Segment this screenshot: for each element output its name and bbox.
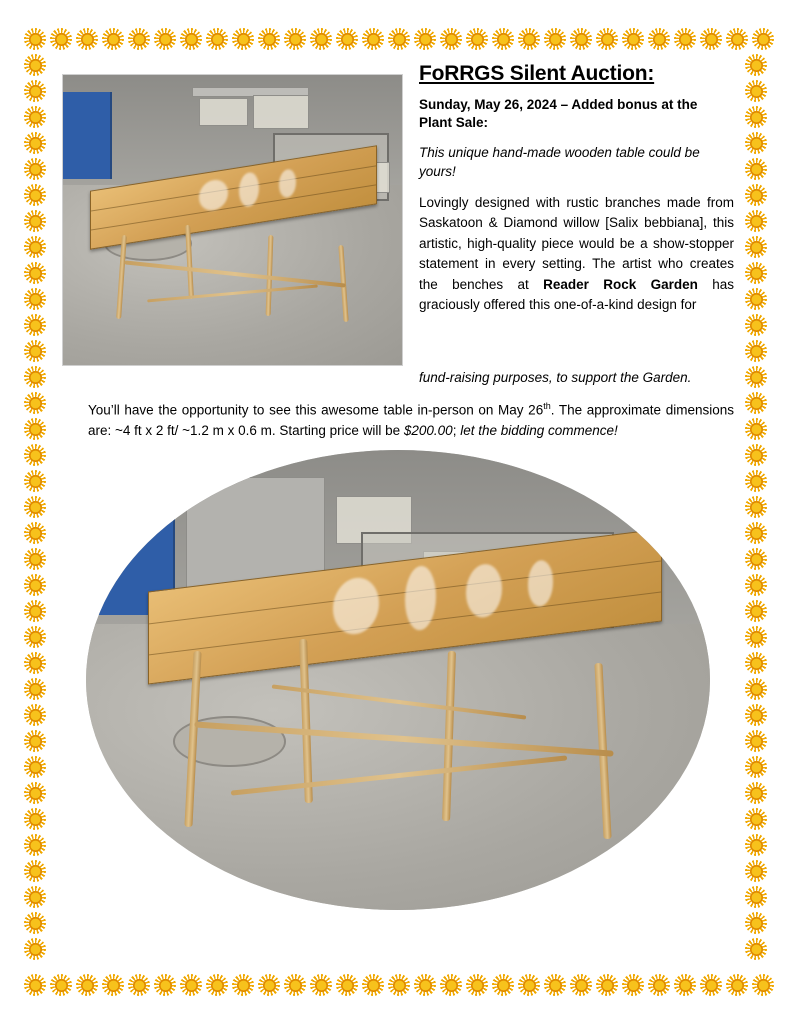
sun-icon — [22, 78, 48, 104]
sun-icon — [724, 26, 750, 52]
wooden-table-detail-view — [148, 560, 660, 864]
sun-icon — [743, 78, 769, 104]
sun-icon — [743, 416, 769, 442]
sun-icon — [74, 972, 100, 998]
wooden-table-top-view — [90, 168, 375, 336]
sun-icon — [743, 936, 769, 962]
sun-icon — [743, 910, 769, 936]
sun-icon — [22, 208, 48, 234]
sun-icon — [438, 26, 464, 52]
sun-icon — [743, 702, 769, 728]
starting-price: $200.00 — [403, 423, 453, 439]
headline-text-column — [417, 62, 734, 316]
sun-icon — [308, 26, 334, 52]
sun-icon — [386, 972, 412, 998]
sun-icon — [282, 26, 308, 52]
sun-icon — [100, 26, 126, 52]
sun-icon — [22, 156, 48, 182]
sun-icon — [22, 468, 48, 494]
sun-icon — [743, 52, 769, 78]
sun-icon — [750, 26, 776, 52]
sun-icon — [743, 598, 769, 624]
sun-icon — [672, 972, 698, 998]
storage-crate — [253, 95, 309, 129]
border-column-left — [22, 52, 48, 962]
date-superscript: th — [543, 400, 551, 411]
sun-icon — [743, 338, 769, 364]
sun-icon — [48, 26, 74, 52]
sun-icon — [22, 26, 48, 52]
sun-icon — [698, 26, 724, 52]
document-content — [62, 62, 734, 962]
sun-icon — [386, 26, 412, 52]
sun-icon — [256, 972, 282, 998]
sun-icon — [743, 312, 769, 338]
sun-icon — [743, 104, 769, 130]
sun-icon — [743, 442, 769, 468]
table-brace — [147, 285, 317, 303]
sun-icon — [22, 234, 48, 260]
sun-icon — [542, 972, 568, 998]
event-subtitle: Sunday, May 26, 2024 – Added bonus at the Plant Sale: — [419, 97, 698, 131]
sun-icon — [230, 972, 256, 998]
table-leg — [185, 225, 194, 299]
details-part-3: ; — [452, 423, 461, 439]
table-leg — [442, 651, 456, 821]
sun-icon — [22, 364, 48, 390]
sun-icon — [724, 972, 750, 998]
sun-icon — [22, 442, 48, 468]
description-paragraph — [417, 193, 734, 316]
table-photo-top — [62, 74, 403, 366]
sun-icon — [22, 972, 48, 998]
sun-icon — [22, 572, 48, 598]
sun-icon — [22, 650, 48, 676]
lead-paragraph: This unique hand-made wooden table could be yours! — [419, 145, 700, 179]
storage-crate — [199, 98, 248, 126]
sun-icon — [22, 598, 48, 624]
sun-icon — [22, 728, 48, 754]
sun-icon — [464, 26, 490, 52]
sun-icon — [594, 26, 620, 52]
sun-icon — [743, 364, 769, 390]
sun-icon — [743, 208, 769, 234]
sun-icon — [360, 26, 386, 52]
details-paragraph — [88, 399, 734, 442]
sun-icon — [438, 972, 464, 998]
border-row-top — [22, 26, 776, 52]
sun-icon — [464, 972, 490, 998]
sun-icon — [620, 972, 646, 998]
sun-icon — [743, 676, 769, 702]
sun-icon — [743, 546, 769, 572]
sun-icon — [22, 832, 48, 858]
sun-icon — [743, 806, 769, 832]
sun-icon — [126, 26, 152, 52]
sun-icon — [542, 26, 568, 52]
table-brace — [125, 260, 346, 287]
sun-icon — [22, 676, 48, 702]
photo-scene-bottom — [86, 450, 710, 910]
border-row-bottom — [22, 972, 776, 998]
description-part-2: has graciously offered this one-of-a-kind design for — [419, 276, 734, 313]
sun-icon — [698, 972, 724, 998]
sun-icon — [178, 972, 204, 998]
sun-icon — [516, 26, 542, 52]
sun-icon — [743, 182, 769, 208]
sun-icon — [743, 520, 769, 546]
sun-icon — [230, 26, 256, 52]
sun-icon — [743, 468, 769, 494]
sun-icon — [672, 26, 698, 52]
fundraising-note: fund-raising purposes, to support the Garden. — [419, 370, 692, 385]
sun-icon — [743, 858, 769, 884]
sun-icon — [22, 182, 48, 208]
sun-icon — [743, 156, 769, 182]
sun-icon — [743, 390, 769, 416]
sun-icon — [412, 26, 438, 52]
sun-icon — [22, 338, 48, 364]
sun-icon — [620, 26, 646, 52]
photo-scene-top — [63, 75, 402, 365]
sun-icon — [22, 780, 48, 806]
sun-icon — [22, 936, 48, 962]
page-title: FoRRGS Silent Auction: — [419, 62, 655, 85]
sun-icon — [22, 260, 48, 286]
sun-icon — [490, 972, 516, 998]
sun-icon — [74, 26, 100, 52]
sun-icon — [22, 624, 48, 650]
sun-icon — [743, 286, 769, 312]
sun-icon — [743, 494, 769, 520]
sun-icon — [334, 972, 360, 998]
top-block — [62, 62, 734, 442]
sun-icon — [22, 754, 48, 780]
sun-icon — [126, 972, 152, 998]
reader-rock-garden-mention: Reader Rock Garden — [543, 276, 698, 292]
sun-icon — [22, 702, 48, 728]
sun-icon — [743, 130, 769, 156]
sun-icon — [282, 972, 308, 998]
sun-icon — [22, 416, 48, 442]
sun-icon — [743, 572, 769, 598]
sun-icon — [743, 260, 769, 286]
blue-bin — [63, 92, 112, 179]
description-paragraph-tail — [62, 368, 734, 389]
sun-icon — [22, 546, 48, 572]
sun-icon — [743, 832, 769, 858]
details-part-2: . The approximate dimensions are: ~4 ft x 2 ft/ ~1.2 m x 0.6 m. Starting price will be — [88, 402, 734, 439]
sun-icon — [22, 806, 48, 832]
sun-icon — [22, 390, 48, 416]
sun-icon — [750, 972, 776, 998]
sun-icon — [646, 972, 672, 998]
description-part-1: Lovingly designed with rustic branches made from Saskatoon & Diamond willow [Salix bebbiana], this artistic, high-quality piece would be a show-stopper statement in every setting. The artist who creates the benches at — [419, 194, 734, 292]
table-brace — [231, 755, 567, 795]
table-brace — [195, 722, 614, 757]
table-photo-bottom — [86, 450, 710, 910]
sun-icon — [22, 858, 48, 884]
sun-icon — [204, 26, 230, 52]
sun-icon — [334, 26, 360, 52]
sun-icon — [22, 104, 48, 130]
sun-icon — [360, 972, 386, 998]
closing-call: let the bidding commence! — [460, 423, 618, 439]
table-leg — [116, 235, 127, 319]
sun-icon — [412, 972, 438, 998]
sun-icon — [490, 26, 516, 52]
sun-icon — [22, 884, 48, 910]
border-column-right — [743, 52, 769, 962]
sun-icon — [152, 972, 178, 998]
sun-icon — [22, 494, 48, 520]
sun-icon — [743, 624, 769, 650]
sun-icon — [308, 972, 334, 998]
sun-icon — [743, 780, 769, 806]
sun-icon — [22, 52, 48, 78]
sun-icon — [48, 972, 74, 998]
sun-icon — [646, 26, 672, 52]
details-part-1: You’ll have the opportunity to see this awesome table in-person on May 26 — [88, 402, 544, 418]
sun-icon — [22, 312, 48, 338]
sun-icon — [516, 972, 542, 998]
sun-icon — [22, 286, 48, 312]
sun-icon — [256, 26, 282, 52]
sun-icon — [743, 650, 769, 676]
sun-icon — [152, 26, 178, 52]
sun-icon — [568, 972, 594, 998]
sun-icon — [100, 972, 126, 998]
sun-icon — [743, 754, 769, 780]
sun-icon — [743, 728, 769, 754]
sun-icon — [178, 26, 204, 52]
sun-icon — [743, 234, 769, 260]
table-brace — [272, 684, 526, 719]
sun-icon — [22, 910, 48, 936]
sun-icon — [743, 884, 769, 910]
sun-icon — [22, 130, 48, 156]
sun-icon — [204, 972, 230, 998]
sun-icon — [568, 26, 594, 52]
sun-icon — [22, 520, 48, 546]
sun-icon — [594, 972, 620, 998]
